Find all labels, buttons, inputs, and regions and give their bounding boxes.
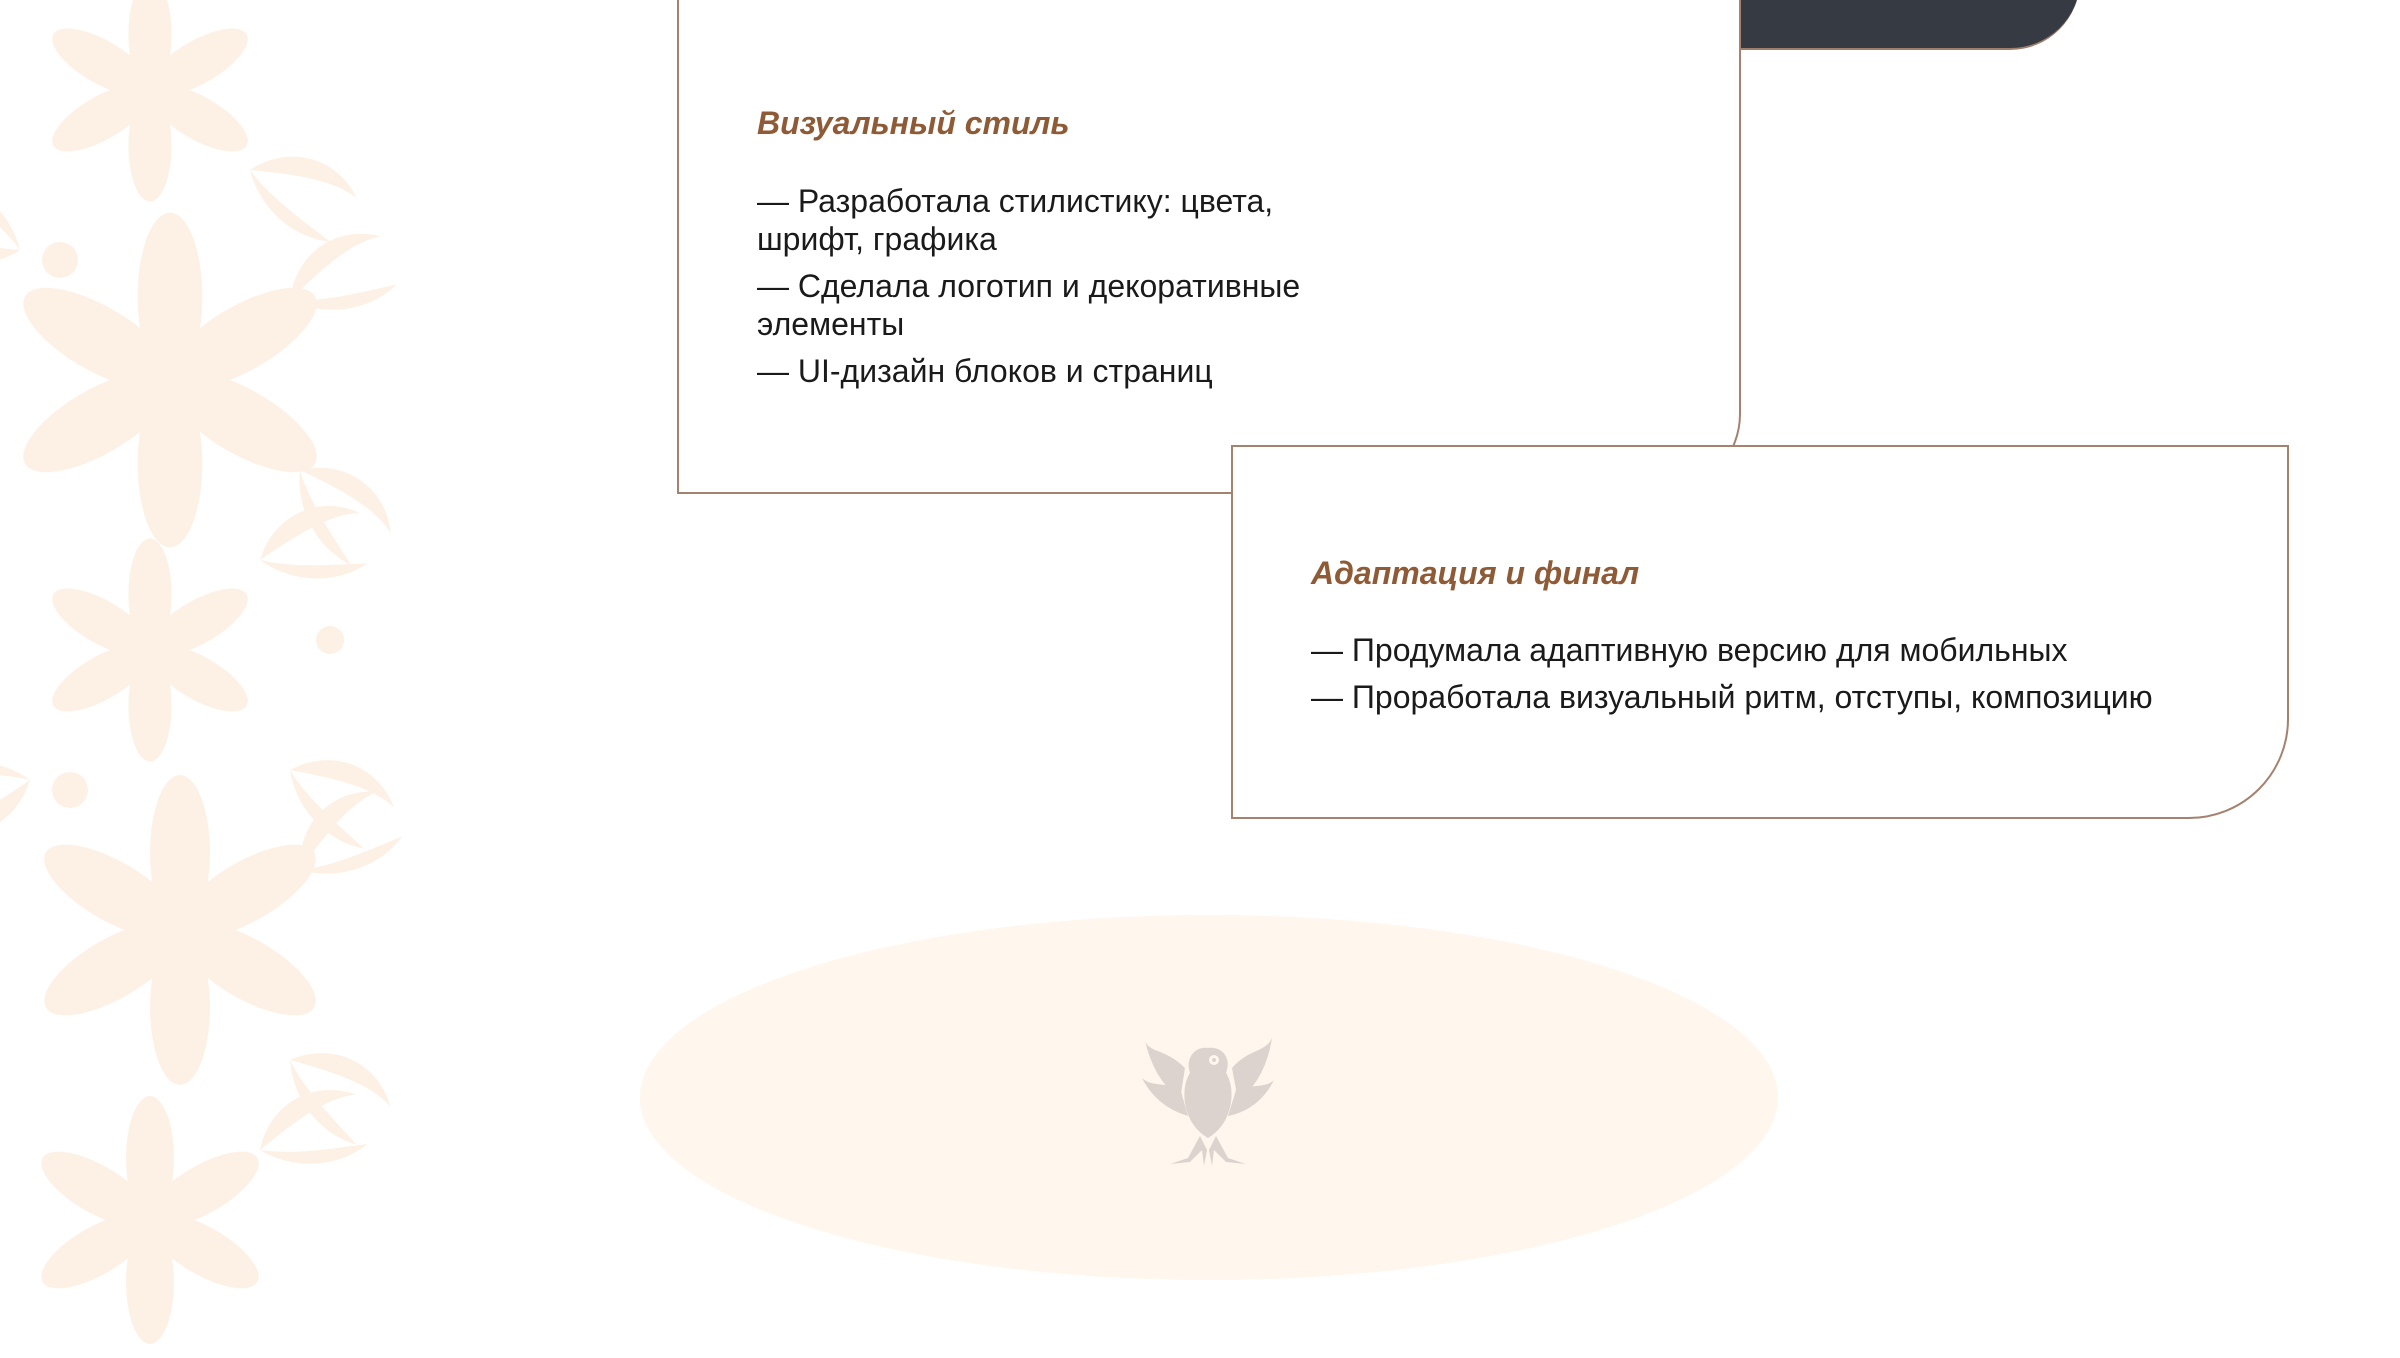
- visual-style-card: [677, 0, 1741, 494]
- card-title: Визуальный стиль: [757, 105, 1070, 141]
- card-bullet-list: [757, 182, 1357, 399]
- list-item: — Проработала визуальный ритм, отступы, композицию: [1311, 679, 2153, 715]
- list-item: — Разработала стилистику: цвета, шрифт, графика: [757, 183, 1274, 257]
- floral-ornament-icon: [0, 0, 480, 1358]
- card-title: Адаптация и финал: [1311, 555, 1640, 591]
- bird-logo-icon: [1140, 1028, 1275, 1168]
- list-item: — Продумала адаптивную версию для мобильных: [1311, 632, 2068, 668]
- list-item: — Сделала логотип и декоративные элементы: [757, 268, 1301, 342]
- card-bullet-list: [1311, 631, 2231, 725]
- list-item: — UI-дизайн блоков и страниц: [757, 353, 1213, 389]
- adaptation-card: [1231, 445, 2289, 819]
- dark-header-tab: [1740, 0, 2080, 50]
